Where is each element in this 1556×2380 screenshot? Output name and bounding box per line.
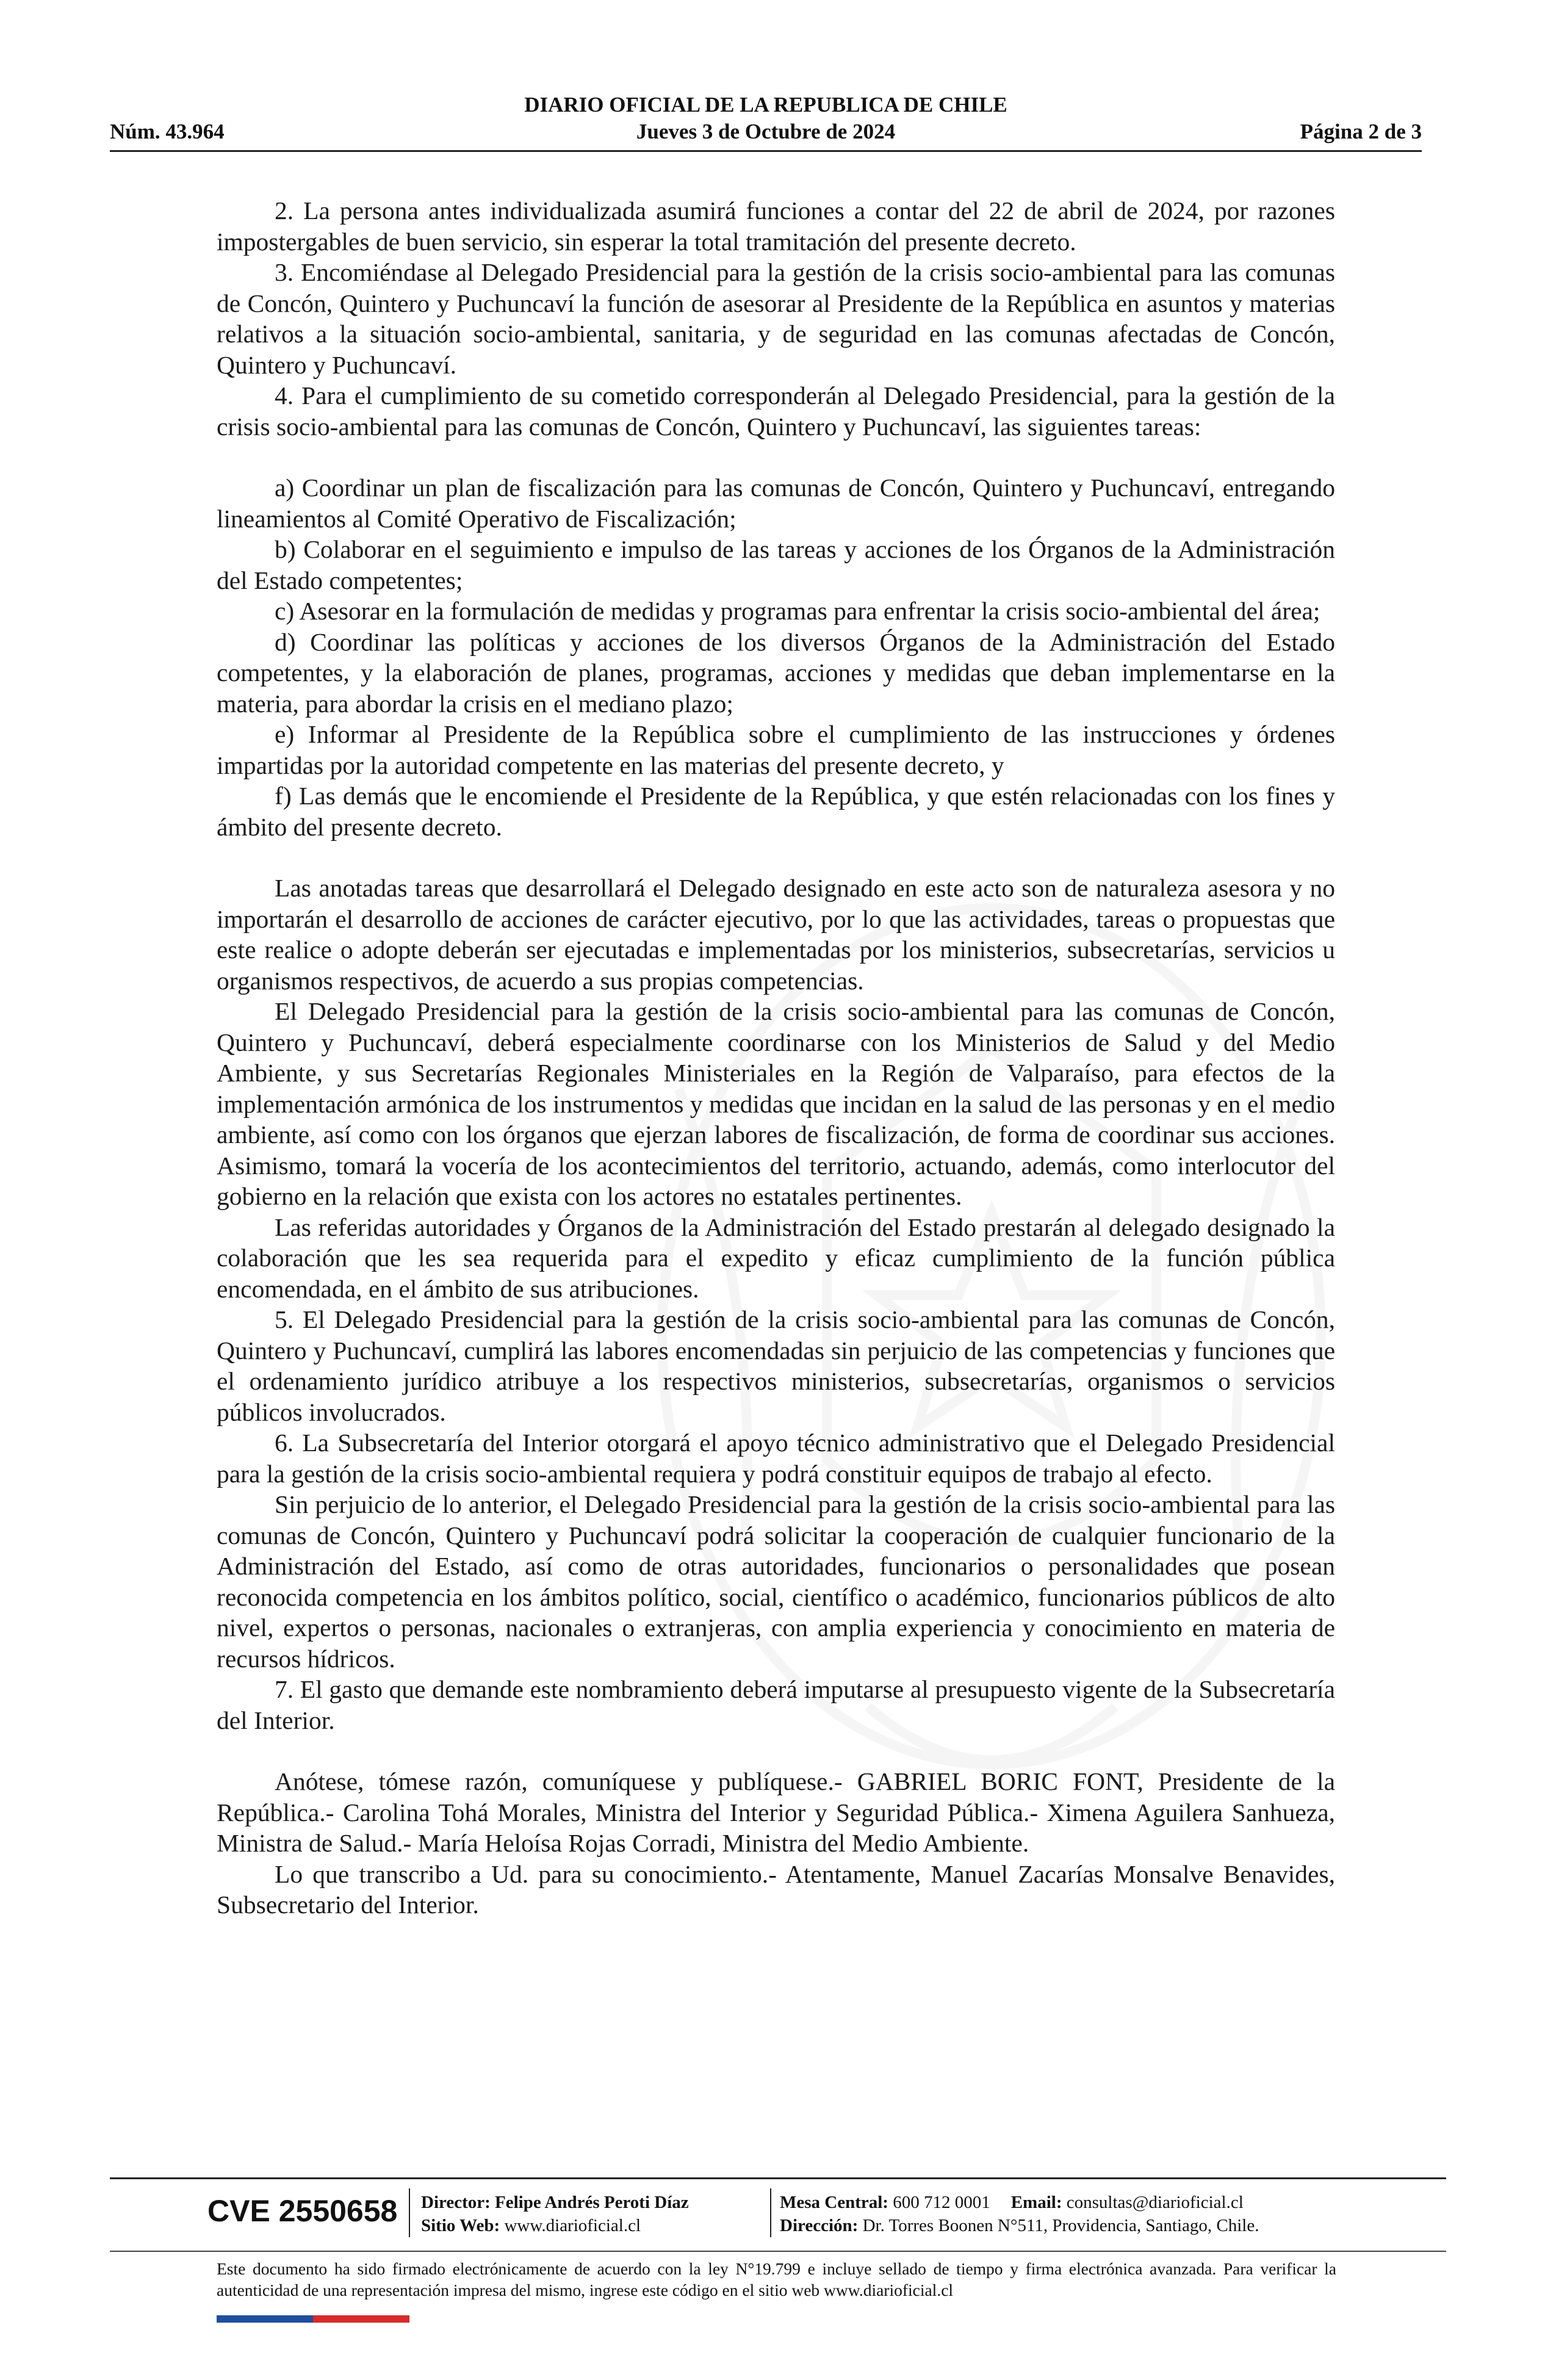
footer-director-block: Director: Felipe Andrés Peroti Díaz Sitio Web: www.diarioficial.cl [421, 2193, 689, 2235]
paragraph-6: 6. La Subsecretaría del Interior otorgará el apoyo técnico administrativo que el Delegado Presidencial para la gestión de la crisis socio-ambiental requiera y podrá constituir equipos de trabajo al efecto. [217, 1429, 1335, 1488]
paragraph-4: 4. Para el cumplimiento de su cometido corresponderán al Delegado Presidencial, para la gestión de la crisis socio-ambiental para las comunas de Concón, Quintero y Puchuncaví, las siguientes tareas: [217, 381, 1335, 441]
flag-color-bar [217, 2315, 409, 2323]
signatures-paragraph: Anótese, tómese razón, comuníquese y publíquese.- GABRIEL BORIC FONT, Presidente de la República.- Carolina Tohá Morales, Ministra del Interior y Seguridad Pública.- Ximena Aguilera Sanhueza, Ministra de Salud.- María Heloísa Rojas Corradi, Ministra del Medio Ambiente. [217, 1767, 1335, 1857]
paragraph-5: 5. El Delegado Presidencial para la gestión de la crisis socio-ambiental para las comunas de Concón, Quintero y Puchuncaví, cumplirá las labores encomendadas sin perjuicio de las competencias y funciones que el ordenamiento jurídico atribuye a los respectivos ministerios, subsecretarías, organismos o servicios públicos involucrados. [217, 1305, 1335, 1426]
footer-divider [110, 2177, 1446, 2179]
footer-contact-block: Mesa Central: 600 712 0001 Email: consultas@diarioficial.cl Dirección: Dr. Torres Boonen N°511, Providencia, Santiago, Chile. [780, 2193, 1259, 2235]
paragraph-cooperation: Sin perjuicio de lo anterior, el Delegado Presidencial para la gestión de la crisis socio-ambiental para las comunas de Concón, Quintero y Puchuncaví podrá solicitar la cooperación de cualquier funcionario de la Administración del Estado, así como de otras autoridades, funcionarios o personalidades que posean reconocida competencia en los ámbitos político, social, científico o académico, funcionarios públicos de alto nivel, expertos o personas, nacionales o extranjeras, con amplia experiencia y conocimiento en materia de recursos hídricos. [217, 1490, 1335, 1673]
newspaper-title: DIARIO OFICIAL DE LA REPUBLICA DE CHILE [524, 93, 1007, 117]
issue-date: Jueves 3 de Octubre de 2024 [636, 120, 896, 143]
task-item-f: f) Las demás que le encomiende el Presidente de la República, y que estén relacionadas con los fines y ámbito del presente decreto. [217, 782, 1335, 841]
signature-notice: Este documento ha sido firmado electrónicamente de acuerdo con la ley N°19.799 e incluye sellado de tiempo y firma electrónica avanzada. Para verificar la autenticidad de una representación impresa del mismo, ingrese este código en el sitio web www.diarioficial.cl [217, 2259, 1336, 2299]
task-item-d: d) Coordinar las políticas y acciones de los diversos Órganos de la Administración del Estado competentes, y la elaboración de planes, programas, acciones y medidas que deban implementarse en la materia, para abordar la crisis en el mediano plazo; [217, 627, 1335, 718]
paragraph-3: 3. Encomiéndase al Delegado Presidencial para la gestión de la crisis socio-ambiental para las comunas de Concón, Quintero y Puchuncaví la función de asesorar al Presidente de la República en asuntos y materias relativos a la situación socio-ambiental, sanitaria, y de seguridad en las comunas afectadas de Concón, Quintero y Puchuncaví. [217, 258, 1335, 379]
task-item-b: b) Colaborar en el seguimiento e impulso de las tareas y acciones de los Órganos de la Administración del Estado competentes; [217, 535, 1335, 594]
task-item-e: e) Informar al Presidente de la República sobre el cumplimiento de las instrucciones y órdenes impartidas por la autoridad competente en las materias del presente decreto, y [217, 720, 1335, 779]
cve-code: CVE 2550658 [207, 2194, 398, 2228]
flag-blue-segment [217, 2315, 313, 2323]
paragraph-collaboration: Las referidas autoridades y Órganos de la Administración del Estado prestarán al delegado designado la colaboración que les sea requerida para el expedito y eficaz cumplimiento de la función pública encomendada, en el ámbito de sus atribuciones. [217, 1213, 1335, 1303]
director-name: Felipe Andrés Peroti Díaz [495, 2193, 689, 2212]
flag-red-segment [313, 2315, 409, 2323]
phone-number: 600 712 0001 [893, 2193, 990, 2212]
email-link[interactable]: consultas@diarioficial.cl [1066, 2193, 1244, 2212]
paragraph-advisory-nature: Las anotadas tareas que desarrollará el Delegado designado en este acto son de naturaleza asesora y no importarán el desarrollo de acciones de carácter ejecutivo, por lo que las actividades, tareas o propuestas que este realice o adopte deberán ser ejecutadas e implementadas por los ministerios, subsecretarías, servicios u organismos respectivos, de acuerdo a sus propias competencias. [217, 874, 1335, 995]
task-item-a: a) Coordinar un plan de fiscalización para las comunas de Concón, Quintero y Puchuncaví, entregando lineamientos al Comité Operativo de Fiscalización; [217, 474, 1335, 533]
paragraph-2: 2. La persona antes individualizada asumirá funciones a contar del 22 de abril de 2024, por razones impostergables de buen servicio, sin esperar la total tramitación del presente decreto. [217, 197, 1335, 256]
address: Dr. Torres Boonen N°511, Providencia, Santiago, Chile. [862, 2216, 1259, 2235]
decree-body [217, 195, 1335, 1920]
transcription-paragraph: Lo que transcribo a Ud. para su conocimiento.- Atentamente, Manuel Zacarías Monsalve Benavides, Subsecretario del Interior. [217, 1859, 1335, 1919]
paragraph-coordination: El Delegado Presidencial para la gestión de la crisis socio-ambiental para las comunas de Concón, Quintero y Puchuncaví, deberá especialmente coordinarse con los Ministerios de Salud y del Medio Ambiente, y sus Secretarías Regionales Ministeriales en la Región de Valparaíso, para efectos de la implementación armónica de los instrumentos y medidas que incidan en la salud de las personas y en el medio ambiente, así como con los órganos que ejerzan labores de fiscalización, de forma de coordinar sus acciones. Asimismo, tomará la vocería de los acontecimientos del territorio, actuando, además, como interlocutor del gobierno en la relación que exista con los actores no estatales pertinentes. [217, 997, 1335, 1210]
paragraph-7: 7. El gasto que demande este nombramiento deberá imputarse al presupuesto vigente de la Subsecretaría del Interior. [217, 1675, 1335, 1734]
header-divider [110, 150, 1422, 152]
issue-number: Núm. 43.964 [110, 120, 225, 143]
website-link[interactable]: www.diarioficial.cl [504, 2216, 641, 2235]
page-header [110, 93, 1422, 154]
page-indicator: Página 2 de 3 [1300, 120, 1422, 143]
task-item-c: c) Asesorar en la formulación de medidas y programas para enfrentar la crisis socio-ambiental del área; [275, 597, 1320, 625]
